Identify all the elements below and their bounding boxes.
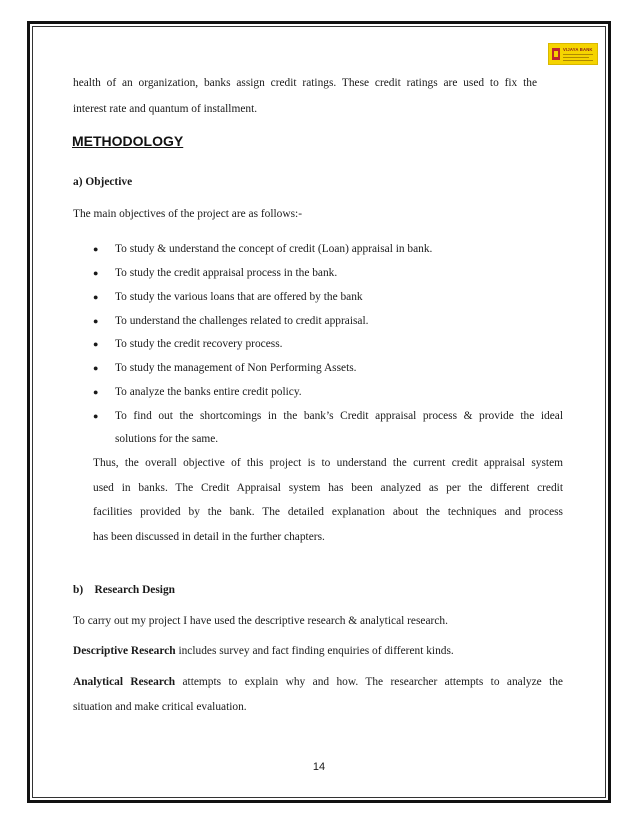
methodology-heading: METHODOLOGY [72,133,184,149]
bullet-icon: ● [93,316,99,326]
bullet-icon: ● [93,268,99,278]
list-item-continuation: solutions for the same. [115,433,219,445]
descriptive-research-text: includes survey and fact finding enquiries of different kinds. [175,645,454,657]
list-item: To study & understand the concept of credit (Loan) appraisal in bank. [115,243,433,255]
logo-mark-icon [552,48,560,60]
logo-text: VIJAYA BANK [563,47,593,52]
summary-line: Thus, the overall objective of this project is to understand the current credit appraisal system [93,457,563,469]
research-intro: To carry out my project I have used the descriptive research & analytical research. [73,615,448,627]
bullet-icon: ● [93,411,99,421]
analytical-research-continuation: situation and make critical evaluation. [73,701,247,713]
list-item: To study the credit recovery process. [115,338,283,350]
objective-intro: The main objectives of the project are as follows:- [73,208,302,220]
list-item: To study the management of Non Performing Assets. [115,362,357,374]
bullet-icon: ● [93,292,99,302]
bullet-icon: ● [93,339,99,349]
bullet-icon: ● [93,363,99,373]
page-number: 14 [312,761,326,773]
research-design-heading: b) Research Design [73,584,175,596]
list-item: To understand the challenges related to credit appraisal. [115,315,369,327]
descriptive-research-term: Descriptive Research [73,645,176,657]
intro-line-2: interest rate and quantum of installment. [73,103,258,115]
bullet-icon: ● [93,244,99,254]
objective-heading: a) Objective [73,176,133,188]
analytical-research-term: Analytical Research [73,676,176,688]
bullet-icon: ● [93,387,99,397]
list-item: To analyze the banks entire credit policy. [115,386,302,398]
summary-line: facilities provided by the bank. The detailed explanation about the techniques and process [93,506,563,518]
summary-line: used in banks. The Credit Appraisal system has been analyzed as per the different credit [93,482,563,494]
descriptive-research-paragraph [73,644,454,658]
list-item: To find out the shortcomings in the bank’s Credit appraisal process & provide the ideal [115,410,563,422]
summary-line: has been discussed in detail in the further chapters. [93,531,325,543]
intro-line-1: health of an organization, banks assign credit ratings. These credit ratings are used to fix the [73,77,537,89]
bank-logo [548,43,598,65]
analytical-research-paragraph [73,675,563,689]
list-item: To study the various loans that are offered by the bank [115,291,363,303]
analytical-research-text: attempts to explain why and how. The researcher attempts to analyze the [175,676,563,688]
list-item: To study the credit appraisal process in the bank. [115,267,338,279]
